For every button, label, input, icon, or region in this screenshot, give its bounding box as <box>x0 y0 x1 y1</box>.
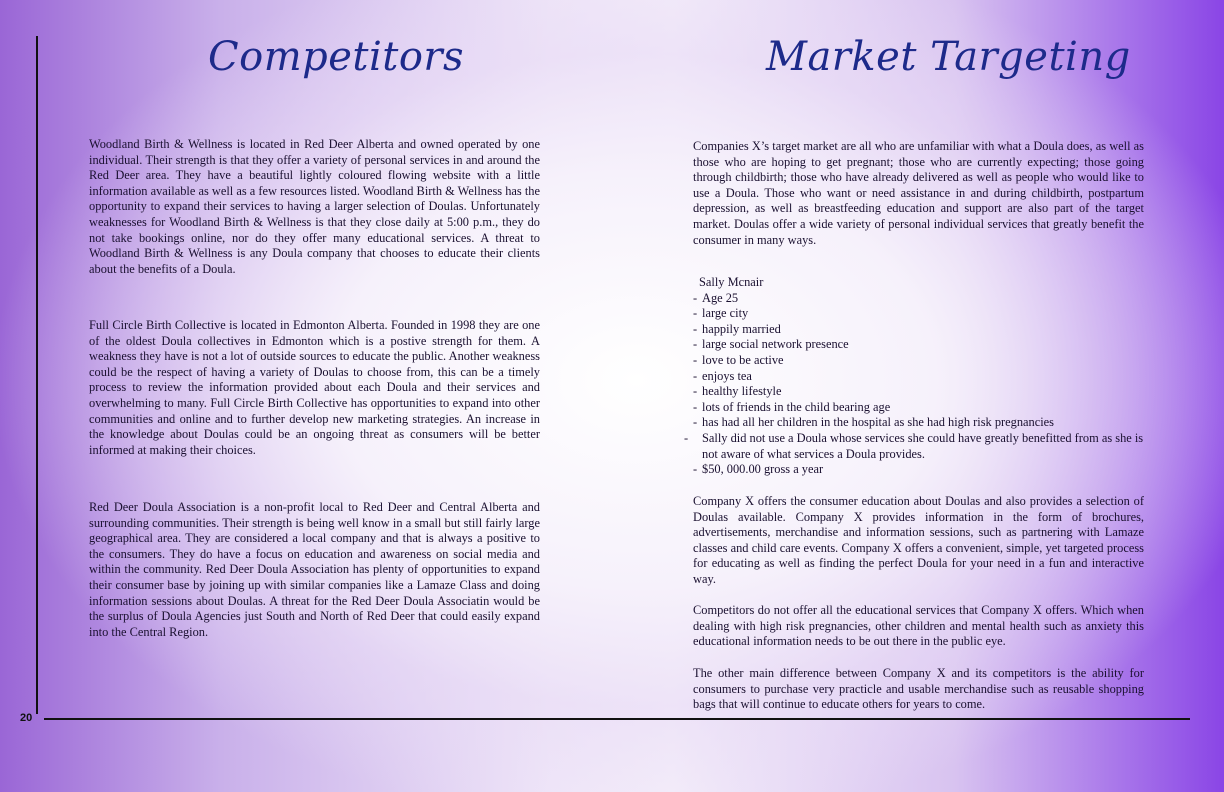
competitors-comparison-paragraph: Competitors do not offer all the educational services that Company X offers. Which when dealing with high risk pregnancies, other children and mental health such as anxiety this educational information needs to be out there in the public eye. <box>693 603 1144 649</box>
list-item: - has had all her children in the hospital as she had high risk pregnancies <box>693 415 1055 430</box>
market-targeting-title: Market Targeting <box>766 34 1131 80</box>
profile-name: Sally Mcnair <box>699 275 764 289</box>
list-item: - $50, 000.00 gross a year <box>693 462 824 477</box>
competitor-full-circle-paragraph: Full Circle Birth Collective is located in Edmonton Alberta. Founded in 1998 they are one of the oldest Doula collectives in Edmonton which is a postive strength for them. A weakness they have is not a lot of outside sources to educate the public. Another weakness could be the respect of having a variety of Doulas to choose from, this can be a timely process to review the information provided about each Doula and their services and overwhelming to many. Full Circle Birth Collective has opportunities to expand into other communities and online and to further develop new marketing strategies. An increase in the knowledge about Doulas could be an ongoing threat as consumers will be better informed at making their choices. <box>89 318 540 457</box>
competitor-woodland-paragraph: Woodland Birth & Wellness is located in Red Deer Alberta and owned operated by one individual. Their strength is that they offer a variety of personal services in and around the Red Deer area. They have a beautiful lightly coloured flowing website with a little information available as well as a few resources listed. Woodland Birth & Wellness has the opportunity to expand their services to having a larger selection of Doulas. Unfortunately weaknesses for Woodland Birth & Wellness is that they close daily at 5:00 p.m., they do not take bookings online, nor do they offer many educational services. A threat to Woodland Birth & Wellness is any Doula company that chooses to educate their clients about the benefits of a Doula. <box>89 137 540 276</box>
company-x-offers-paragraph: Company X offers the consumer education about Doulas and also provides a selection of Doulas available. Company X provides information in the form of brochures, advertisements, merchandise and information sessions, such as partnering with Lamaze classes and child care events. Company X offers a convenient, simple, yet targeted process for educating as well as finding the perfect Doula for your need in a fun and interactive way. <box>693 494 1144 586</box>
left-margin-rule <box>36 36 38 714</box>
competitors-title: Competitors <box>208 34 465 80</box>
list-item: - Age 25 <box>693 290 739 305</box>
bottom-rule <box>44 718 1190 720</box>
list-item: - healthy lifestyle <box>693 384 782 399</box>
customer-profile <box>684 275 1153 478</box>
list-item: - Sally did not use a Doula whose services she could have greatly benefitted from as she is not aware of what services a Doula provides. <box>684 430 1147 461</box>
list-item: - happily married <box>693 321 781 336</box>
page-number: 20 <box>20 712 33 724</box>
profile-list <box>684 290 1153 478</box>
competitor-red-deer-paragraph: Red Deer Doula Association is a non-profit local to Red Deer and Central Alberta and surrounding communities. Their strength is being well know in a small but still fairly large geographical area. They are considered a local company and that is always a positive to the consumers. They do have a focus on education and awareness on social media and within the community. Red Deer Doula Association has plenty of opportunities to expand their consumer base by joining up with similar companies like a Lamaze Class and doing information sessions about Doulas. A threat for the Red Deer Doula Associatin would be the surplus of Doula Agencies just South and North of Red Deer that could easily expand into the Central Region. <box>89 500 540 639</box>
list-item: - lots of friends in the child bearing age <box>693 399 891 414</box>
main-difference-paragraph: The other main difference between Company X and its competitors is the ability for consumers to purchase very practicle and usable merchandise such as reusable shopping bags that will continue to educate others for years to come. <box>693 666 1144 712</box>
target-market-intro-paragraph: Companies X’s target market are all who are unfamiliar with what a Doula does, as well as those who are hoping to get pregnant; those who are currently expecting; those going through childbirth; those who have already delivered as well as people who would like to use a Doula. Those who want or need assistance in and during childbirth, postpartum depression, as well as breastfeeding education and support are also part of the target market. Doulas offer a wide variety of personal individual services that greatly benefit the consumer in many ways. <box>693 139 1144 247</box>
list-item: - large city <box>693 306 749 321</box>
list-item: - enjoys tea <box>693 368 752 383</box>
list-item: - large social network presence <box>693 337 849 352</box>
list-item: - love to be active <box>693 352 784 367</box>
